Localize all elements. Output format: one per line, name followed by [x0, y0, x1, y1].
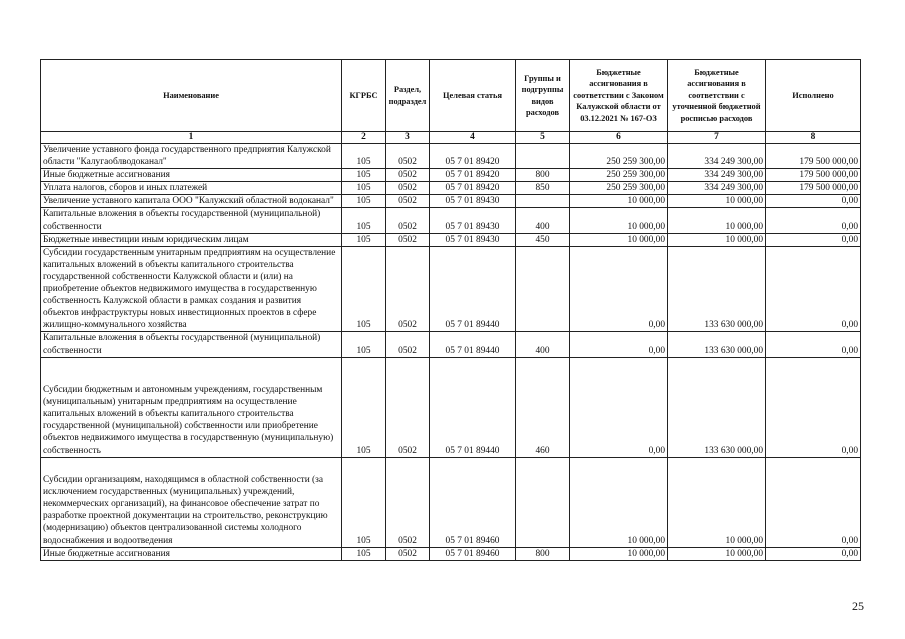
row-name: Капитальные вложения в объекты государственной (муниципальной) собственности	[41, 208, 342, 233]
row-target-article: 05 7 01 89440	[430, 357, 516, 457]
row-kgrbs: 105	[342, 246, 386, 332]
row-law-allocation: 250 259 300,00	[570, 144, 668, 169]
row-revised-allocation: 133 630 000,00	[668, 246, 766, 332]
table-row	[41, 182, 861, 195]
row-target-article: 05 7 01 89440	[430, 246, 516, 332]
row-section: 0502	[386, 332, 430, 357]
column-number: 5	[516, 132, 570, 144]
row-executed: 0,00	[766, 332, 861, 357]
page-number: 25	[852, 599, 864, 613]
row-expense-group: 400	[516, 332, 570, 357]
table-row	[41, 233, 861, 246]
table-row	[41, 357, 861, 457]
table-row	[41, 547, 861, 560]
row-law-allocation: 0,00	[570, 357, 668, 457]
row-section: 0502	[386, 246, 430, 332]
row-kgrbs: 105	[342, 182, 386, 195]
row-executed: 0,00	[766, 457, 861, 547]
column-number-row	[41, 132, 861, 144]
row-name: Увеличение уставного фонда государственного предприятия Калужской области "Калугаоблводоканал"	[41, 144, 342, 169]
row-revised-allocation: 334 249 300,00	[668, 182, 766, 195]
row-section: 0502	[386, 144, 430, 169]
row-kgrbs: 105	[342, 357, 386, 457]
row-target-article: 05 7 01 89420	[430, 169, 516, 182]
row-target-article: 05 7 01 89420	[430, 182, 516, 195]
table-row	[41, 332, 861, 357]
row-section: 0502	[386, 357, 430, 457]
row-target-article: 05 7 01 89460	[430, 457, 516, 547]
budget-table	[40, 59, 861, 561]
row-law-allocation: 10 000,00	[570, 233, 668, 246]
header-name: Наименование	[41, 60, 342, 132]
row-revised-allocation: 10 000,00	[668, 195, 766, 208]
row-name: Увеличение уставного капитала ООО "Калужский областной водоканал"	[41, 195, 342, 208]
row-kgrbs: 105	[342, 233, 386, 246]
row-revised-allocation: 10 000,00	[668, 457, 766, 547]
header-law-allocations: Бюджетные ассигнования в соответствии с Законом Калужской области от 03.12.2021 № 167-ОЗ	[570, 60, 668, 132]
row-target-article: 05 7 01 89430	[430, 233, 516, 246]
row-expense-group	[516, 457, 570, 547]
header-expense-group: Группы и подгруппы видов расходов	[516, 60, 570, 132]
row-law-allocation: 10 000,00	[570, 457, 668, 547]
row-revised-allocation: 10 000,00	[668, 233, 766, 246]
row-kgrbs: 105	[342, 457, 386, 547]
row-executed: 179 500 000,00	[766, 182, 861, 195]
row-expense-group: 850	[516, 182, 570, 195]
row-name: Субсидии государственным унитарным предприятиям на осуществление капитальных вложений в объекты капитального строительства государственной собственности Калужской области и (или) на приобретение объектов недвижимого имущества в государственную собственность Калужской области в рамках создания и развития объектов инфраструктуры новых инвестиционных проектов в сфере жилищно-коммунального хозяйства	[41, 246, 342, 332]
row-kgrbs: 105	[342, 144, 386, 169]
column-number: 7	[668, 132, 766, 144]
row-revised-allocation: 334 249 300,00	[668, 144, 766, 169]
row-law-allocation: 250 259 300,00	[570, 182, 668, 195]
row-section: 0502	[386, 182, 430, 195]
row-section: 0502	[386, 547, 430, 560]
table-row	[41, 195, 861, 208]
row-kgrbs: 105	[342, 195, 386, 208]
table-row	[41, 144, 861, 169]
row-executed: 0,00	[766, 246, 861, 332]
row-expense-group: 400	[516, 208, 570, 233]
row-executed: 179 500 000,00	[766, 144, 861, 169]
row-revised-allocation: 10 000,00	[668, 208, 766, 233]
row-law-allocation: 0,00	[570, 332, 668, 357]
row-executed: 0,00	[766, 357, 861, 457]
table-row	[41, 246, 861, 332]
row-expense-group: 800	[516, 169, 570, 182]
column-number: 1	[41, 132, 342, 144]
row-executed: 179 500 000,00	[766, 169, 861, 182]
row-expense-group: 450	[516, 233, 570, 246]
row-law-allocation: 10 000,00	[570, 208, 668, 233]
row-section: 0502	[386, 195, 430, 208]
row-revised-allocation: 133 630 000,00	[668, 332, 766, 357]
row-target-article: 05 7 01 89460	[430, 547, 516, 560]
column-number: 8	[766, 132, 861, 144]
column-number: 2	[342, 132, 386, 144]
row-section: 0502	[386, 169, 430, 182]
row-revised-allocation: 133 630 000,00	[668, 357, 766, 457]
row-law-allocation: 0,00	[570, 246, 668, 332]
table-row	[41, 457, 861, 547]
header-revised-allocations: Бюджетные ассигнования в соответствии с уточненной бюджетной росписью расходов	[668, 60, 766, 132]
column-number: 4	[430, 132, 516, 144]
row-section: 0502	[386, 233, 430, 246]
header-executed: Исполнено	[766, 60, 861, 132]
row-kgrbs: 105	[342, 547, 386, 560]
header-kgrbs: КГРБС	[342, 60, 386, 132]
row-name: Бюджетные инвестиции иным юридическим лицам	[41, 233, 342, 246]
row-name: Субсидии организациям, находящимся в областной собственности (за исключением государственных (муниципальных) учреждений, некоммерческих организаций), на финансовое обеспечение затрат по разработке проектной документации на строительство, реконструкцию (модернизацию) объектов централизованной системы холодного водоснабжения и водоотведения	[41, 457, 342, 547]
row-executed: 0,00	[766, 208, 861, 233]
row-name: Уплата налогов, сборов и иных платежей	[41, 182, 342, 195]
row-executed: 0,00	[766, 195, 861, 208]
row-law-allocation: 10 000,00	[570, 547, 668, 560]
row-expense-group	[516, 246, 570, 332]
row-target-article: 05 7 01 89430	[430, 208, 516, 233]
column-number: 3	[386, 132, 430, 144]
row-executed: 0,00	[766, 547, 861, 560]
row-expense-group	[516, 144, 570, 169]
row-executed: 0,00	[766, 233, 861, 246]
row-name: Капитальные вложения в объекты государственной (муниципальной) собственности	[41, 332, 342, 357]
row-revised-allocation: 334 249 300,00	[668, 169, 766, 182]
row-name: Субсидии бюджетным и автономным учреждениям, государственным (муниципальным) унитарным предприятиям на осуществление капитальных вложений в объекты капитального строительства государственной (муниципальной) собственности или приобретение объектов недвижимого имущества в государственную (муниципальную) собственность	[41, 357, 342, 457]
row-kgrbs: 105	[342, 332, 386, 357]
column-number: 6	[570, 132, 668, 144]
row-section: 0502	[386, 208, 430, 233]
row-name: Иные бюджетные ассигнования	[41, 169, 342, 182]
row-target-article: 05 7 01 89440	[430, 332, 516, 357]
row-expense-group: 800	[516, 547, 570, 560]
row-target-article: 05 7 01 89420	[430, 144, 516, 169]
row-section: 0502	[386, 457, 430, 547]
row-law-allocation: 10 000,00	[570, 195, 668, 208]
table-row	[41, 208, 861, 233]
row-expense-group	[516, 195, 570, 208]
header-target-article: Целевая статья	[430, 60, 516, 132]
row-expense-group: 460	[516, 357, 570, 457]
header-row	[41, 60, 861, 132]
row-name: Иные бюджетные ассигнования	[41, 547, 342, 560]
row-revised-allocation: 10 000,00	[668, 547, 766, 560]
table-row	[41, 169, 861, 182]
header-section: Раздел, подраздел	[386, 60, 430, 132]
row-law-allocation: 250 259 300,00	[570, 169, 668, 182]
row-target-article: 05 7 01 89430	[430, 195, 516, 208]
row-kgrbs: 105	[342, 169, 386, 182]
row-kgrbs: 105	[342, 208, 386, 233]
